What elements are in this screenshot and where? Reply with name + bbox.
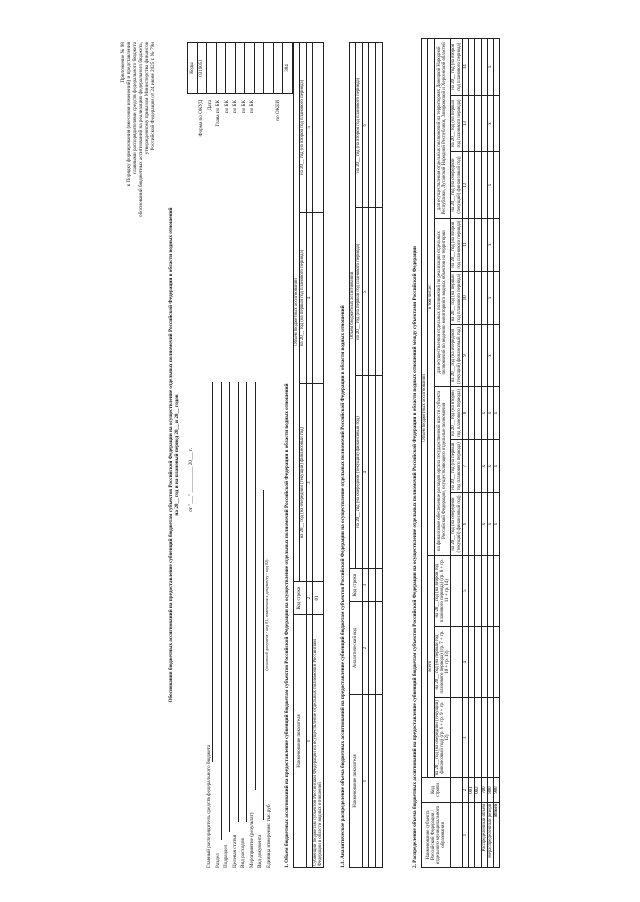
appendix-line: Приложение № 98 xyxy=(120,42,126,83)
section-1-title: 1. Объем бюджетных ассигнований на предоставление субвенций бюджетам субъектов Российской Федерации на осуществление отдельных полномочий Российской Федерации в области водных отношений xyxy=(284,383,290,868)
table-row: Субвенции бюджетам субъектов Российской Федерации на осуществление отдельных полномочий Российской Федерации в области водных отношений xyxy=(312,615,324,868)
section-2-table: Наименование субъекта Российской Федерации / отдельного муниципального образования Код строки Объем бюджетных ассигнований всего в том числе: на 20__ год (на очередной (текущий) финансовый год) (гр. 6 + гр. 9 + гр. 12) на 20__ год (на первый год планового периода) (гр. 7 + гр. 10 + гр. 13) на 20__ год (на второй год планового периода) (гр. 8 + гр. 11 + гр. 14) на финансовое обеспечение расходов органа государственной власти субъекта Российской Федерации, осуществляющего отдельные полномочия для осуществления отдельных полномочий по реализации отдельных полномочий по ведению мониторинга водных объектов на территории для осуществления отдельных полномочий на территориях Донецкой Народной Республики, Луганской Народной Республики, Запорожской и Херсонской областей на 20__ год (на очередной (текущий) финансовый год) на 20__ год (на первый год планового периода) на 20__ год (на второй год планового периода) на 20__ год (на очередной (текущий) финансовый год) на 20__ год (на первый год планового периода) на 20__ год (на второй год планового периода) на 20__ год (на очередной (текущий) финансовый год) на 20__ год (на первый год планового периода) на 20__ год (на второй год планового периода) 1 2 3 4 5 6 7 8 9 10 11 12 13 14 001 002 Распределенный объем 700 x x x Нераспределенный резерв 800 x x x x x x x x x Итого 900 x x x xyxy=(421,38,500,868)
appendix-header xyxy=(121,42,157,372)
okud-code: 0319051 xyxy=(197,43,207,94)
doc-type-hint: (основной документ - код 01; изменения к документу - код 02) xyxy=(264,559,269,671)
form-title: Обоснования бюджетных ассигнований на предоставление субвенций бюджетам субъектов Российской Федерации на осуществление отдельных полномочий Российской Федерации в области водных отношений на 20__ год и на плановый период 20__ и 20__ годов xyxy=(168,207,180,703)
codes-table xyxy=(187,42,293,94)
section-1-table: Наименование показателя Код строки Объем бюджетных ассигнований на 20__ год (на очередной (текущий) финансовый год) на 20__ год (на первый год планового периода) на 20__ год (на второй год планового периода) 1 2 3 4 5 Субвенции бюджетам субъектов Российской Федерации на осуществление отдельных полномочий Российской Федерации в области водных отношений 01 xyxy=(293,42,324,868)
form-date: от "___" __________ 20___ г. xyxy=(188,448,194,512)
okei-code: 384 xyxy=(283,43,293,94)
appendix-line: утвержденному приказом Министерства финансов xyxy=(143,42,150,155)
codes-labels: Форма по ОКУД Дата Глава по БК по БК по БК по БК по БК по ОКЕИ xyxy=(198,100,281,137)
header-fields: Главный распорядитель средств федерального бюджета Раздел Подраздел Целевая статья Вид расходов Мероприятие (результат) Вид документа Единица измерения: тыс.руб xyxy=(206,744,272,868)
appendix-line: главными распорядителями средств федерального бюджета xyxy=(131,42,138,174)
section-2-title: 2. Распределение объема бюджетных ассигнований на предоставление субвенций бюджетам субъектов Российской Федерации на осуществление отдельных полномочий Российской Федерации в области водных отношений между субъектами Российской Федерации xyxy=(412,246,418,868)
section-1-1-table: Наименование показателя Аналитический код Код строки Объем бюджетных ассигнований на 20__ год (на очередной (текущий) финансовый год) на 20__ год (на первый год планового периода) на 20__ год (на второй год планового периода) 1 2 3 4 5 6 xyxy=(349,42,383,868)
codes-header: Коды xyxy=(188,43,198,94)
appendix-line: Российской Федерации от 24 июня 2025 г. № 79н xyxy=(149,42,156,151)
rotated-form-sheet xyxy=(115,30,620,880)
appendix-line: обоснований бюджетных ассигнований на реализацию федерального бюджета, xyxy=(137,42,144,218)
appendix-line: к Порядку формирования (внесения изменений) и представления xyxy=(125,42,132,187)
section-1-1-title: 1.1. Аналитическое распределение объема бюджетных ассигнований на предоставление субвенций бюджетам субъектов Российской Федерации на осуществление отдельных полномочий Российской Федерации в области водных отношений xyxy=(340,305,346,868)
